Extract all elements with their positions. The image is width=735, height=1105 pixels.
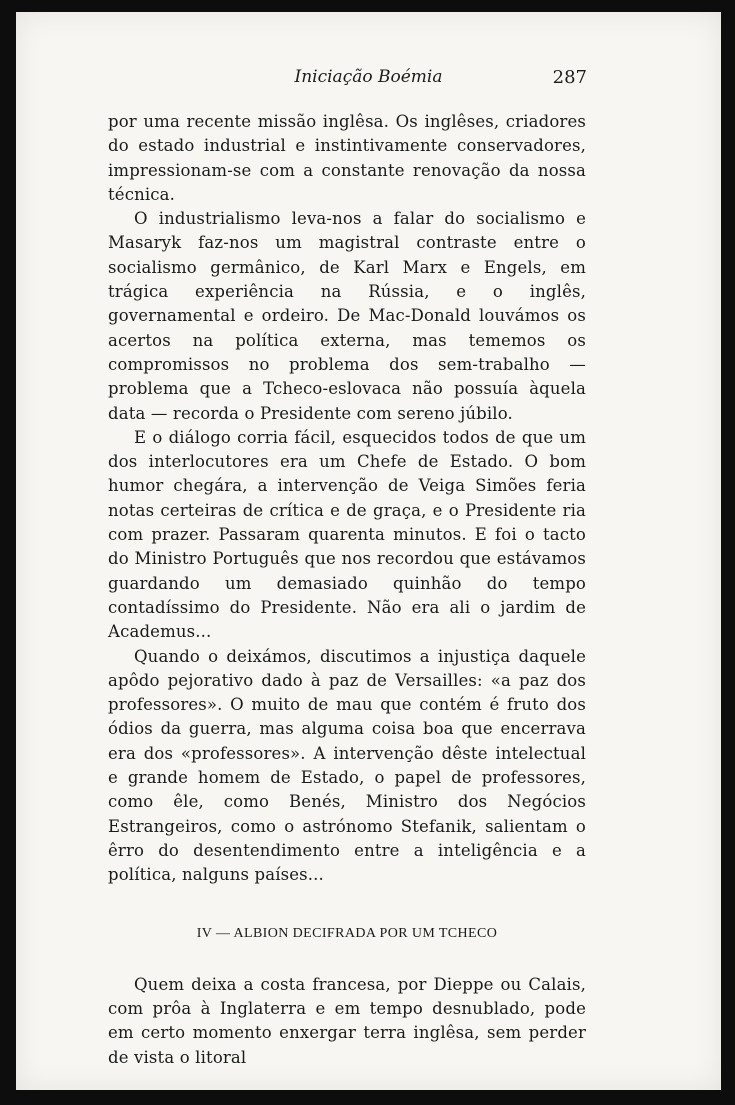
paragraph-2: O industrialismo leva-nos a falar do socialismo e Masaryk faz-nos um magistral contraste entre o socialismo germânico, de Karl Marx e Engels, em trágica experiência na Rússia, e o inglês, governamental e ordeiro. De Mac-Donald louvámos os acertos na política externa, mas tememos os compromissos no problema dos sem-trabalho — problema que a Tcheco-eslovaca não possuía àquela data — recorda o Presidente com sereno júbilo. — [108, 209, 586, 423]
body-text — [108, 110, 586, 1070]
paragraph-4: Quando o deixámos, discutimos a injustiça daquele apôdo pejorativo dado à paz de Versailles: «a paz dos professores». O muito de mau que contém é fruto dos ódios da guerra, mas alguma coisa boa que encerrava era dos «professores». A intervenção dêste intelectual e grande homem de Estado, o papel de professores, como êle, como Benés, Ministro dos Negócios Estrangeiros, como o astrónomo Stefanik, salientam o êrro do desentendimento entre a inteligência e a política, nalguns países... — [108, 646, 586, 885]
book-page — [16, 12, 721, 1090]
running-head — [16, 67, 721, 91]
running-title: Iniciação Boémia — [294, 67, 443, 87]
paragraph-3: E o diálogo corria fácil, esquecidos todos de que um dos interlocutores era um Chefe de Estado. O bom humor chegára, a intervenção de Veiga Simões feria notas certeiras de crítica e de graça, e o Presidente ria com prazer. Passaram quarenta minutos. E foi o tacto do Ministro Português que nos recordou que estávamos guardando um demasiado quinhão do tempo contadíssimo do Presidente. Não era ali o jardim de Academus... — [108, 427, 586, 642]
section-paragraph-1: Quem deixa a costa francesa, por Dieppe ou Calais, com prôa à Inglaterra e em tempo desnublado, pode em certo momento enxergar terra inglêsa, sem perder de vista o litoral — [108, 974, 586, 1067]
paragraph-1: por uma recente missão inglêsa. Os inglêses, criadores do estado industrial e instintivamente conservadores, impressionam-se com a constante renovação da nossa técnica. — [108, 112, 586, 204]
page-number: 287 — [552, 67, 587, 88]
section-heading: IV — ALBION DECIFRADA POR UM TCHECO — [196, 925, 498, 941]
